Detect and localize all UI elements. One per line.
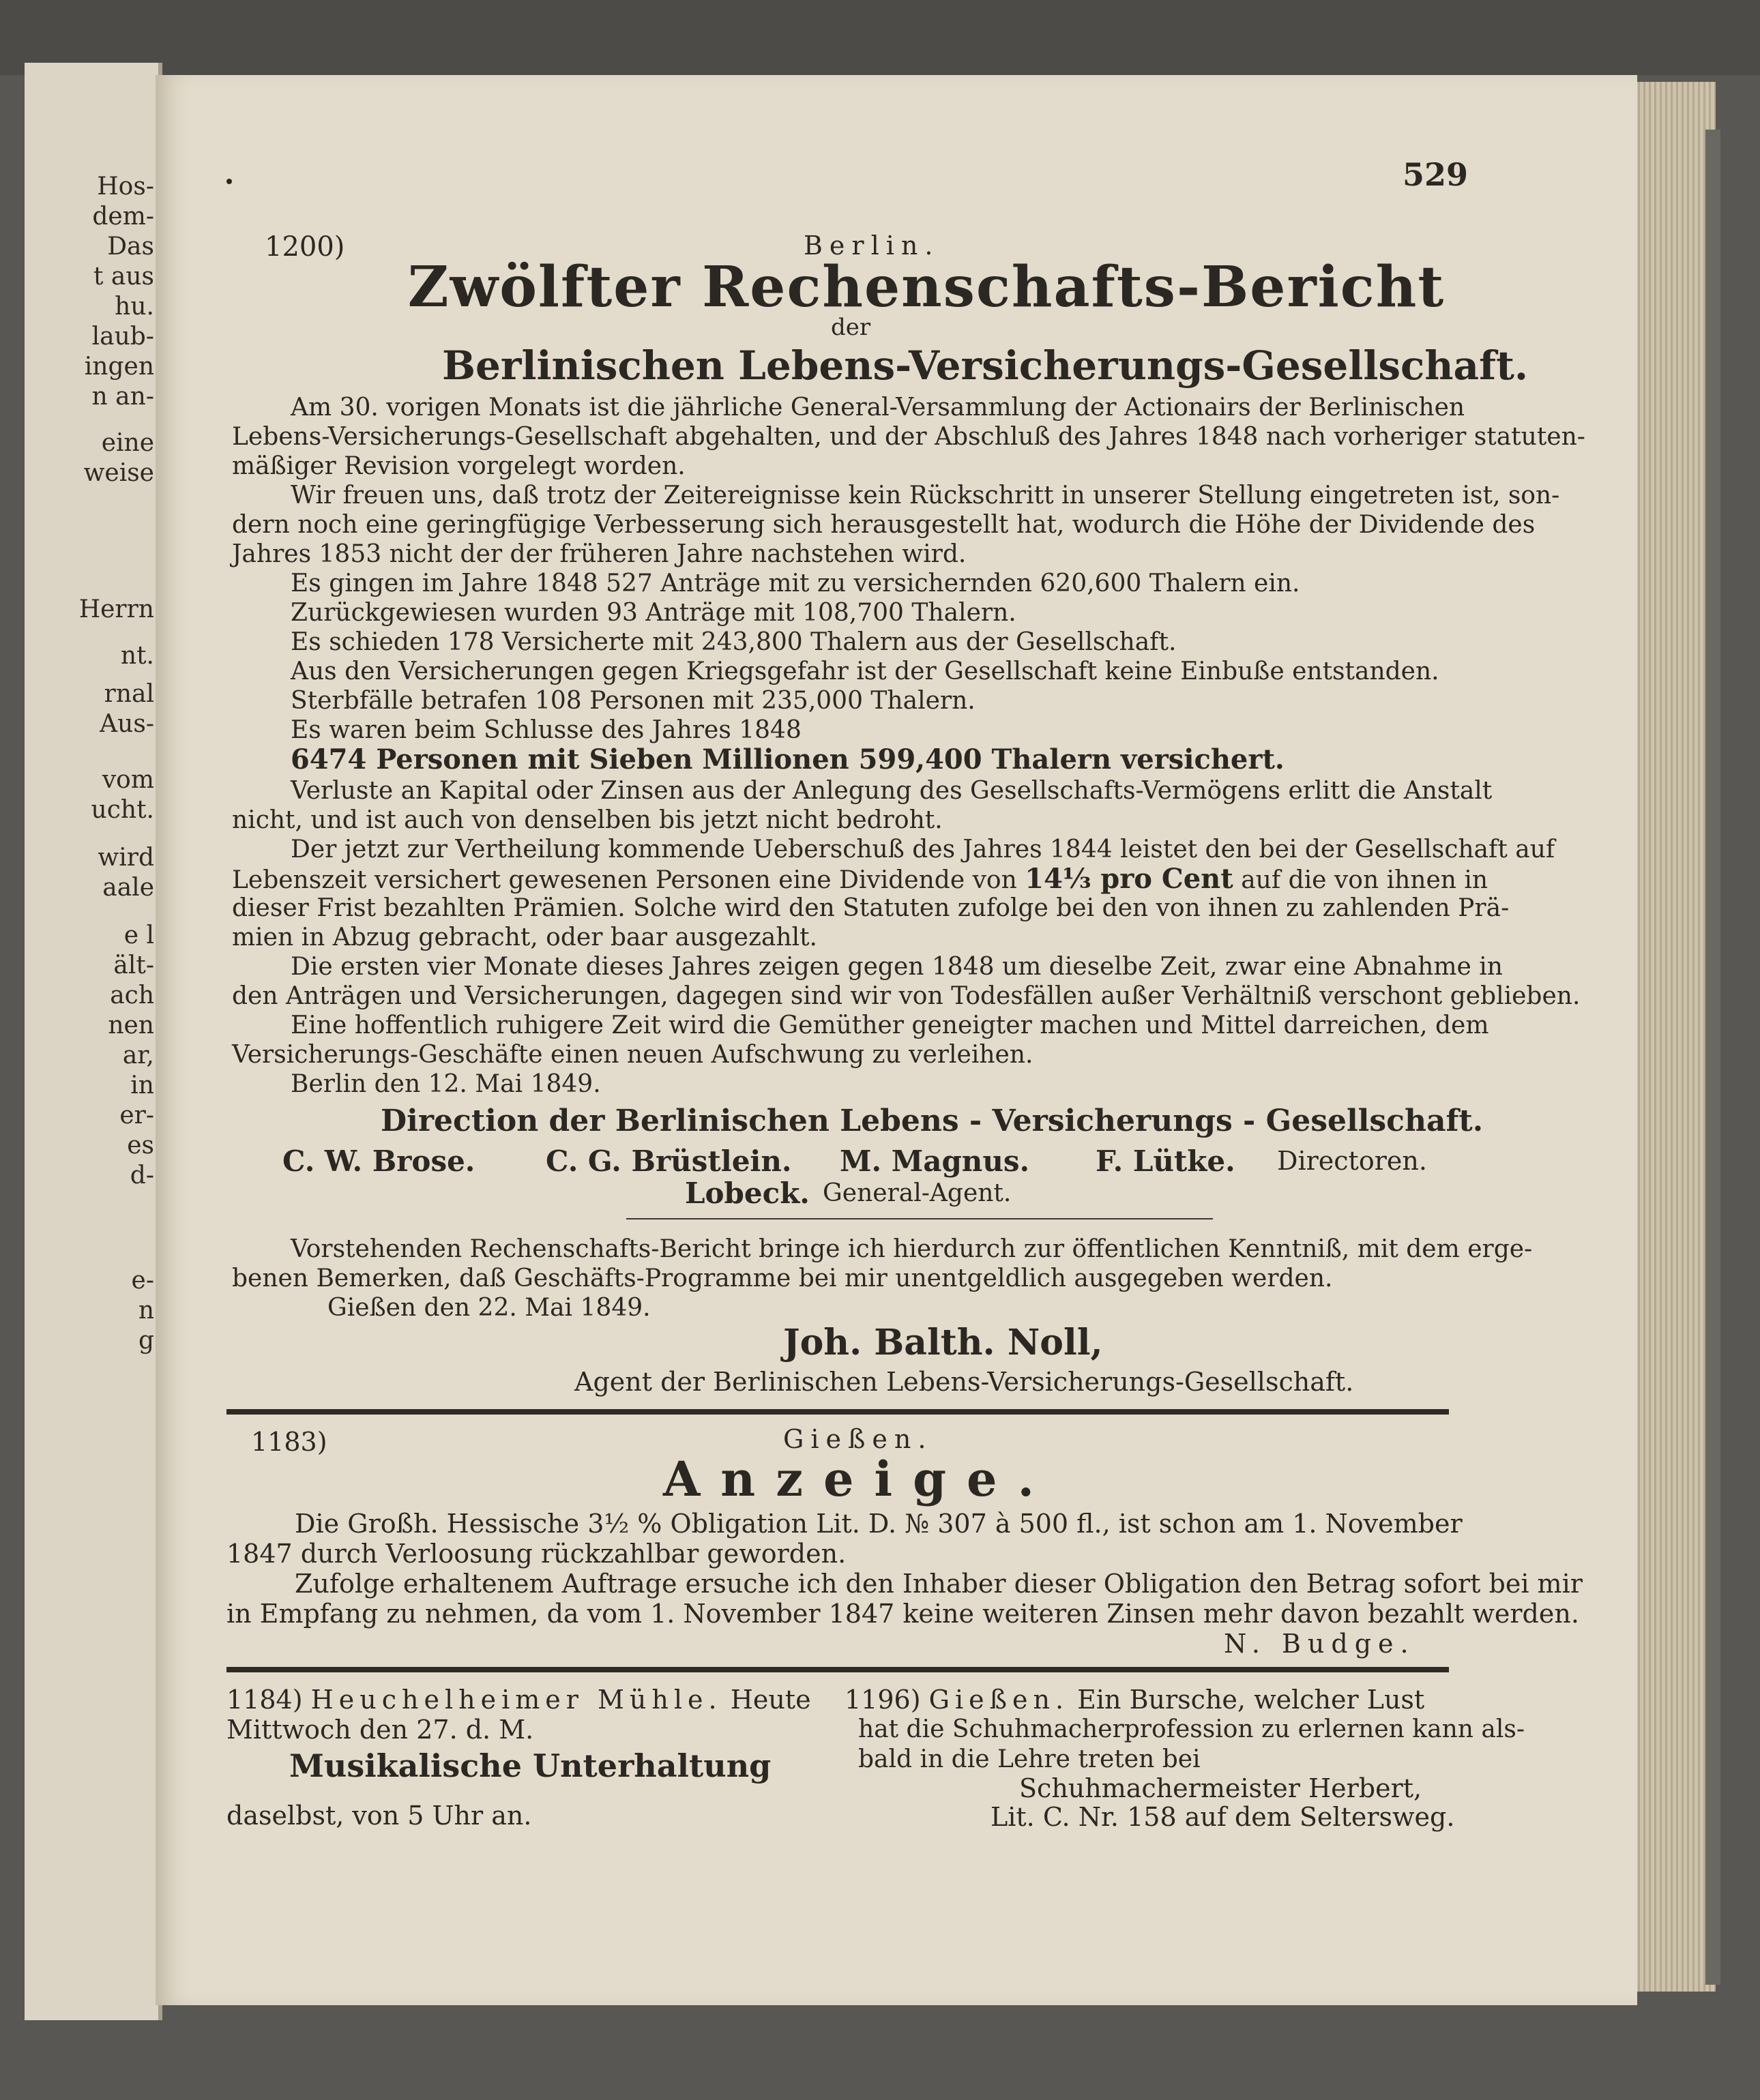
left-page-text: Das <box>107 233 154 261</box>
left-page-text: d- <box>130 1162 154 1189</box>
dividend-rate: 14⅓ pro Cent <box>1025 863 1233 895</box>
left-page-text: ucht. <box>91 796 154 824</box>
body-line: Wir freuen uns, daß trotz der Zeitereignisse kein Rückschritt in unserer Stellung eingetreten ist, son- <box>291 482 1560 509</box>
left-page-text: ar, <box>122 1041 154 1069</box>
scan-background <box>0 0 1760 75</box>
left-page-text: rnal <box>104 680 154 708</box>
margin-mark <box>226 179 232 184</box>
body-line: in Empfang zu nehmen, da vom 1. November 1847 keine weiteren Zinsen mehr davon bezahlt werden. <box>226 1599 1579 1629</box>
left-page-text: e l <box>123 921 154 949</box>
signer-name: Joh. Balth. Noll, <box>783 1322 1103 1363</box>
left-page-text: e- <box>131 1267 154 1295</box>
body-line: Zurückgewiesen wurden 93 Anträge mit 108,700 Thalern. <box>291 599 1016 627</box>
note-line: benen Bemerken, daß Geschäfts-Programme bei mir unentgeldlich ausgegeben werden. <box>232 1265 1333 1292</box>
left-page-text: nt. <box>120 642 154 670</box>
separator-rule <box>626 1218 1213 1219</box>
left-page-text: hu. <box>115 293 154 321</box>
body-line: Es schieden 178 Versicherte mit 243,800 Thalern aus der Gesellschaft. <box>291 628 1177 656</box>
signature: N. Budge. <box>1224 1629 1416 1659</box>
article-line <box>226 1685 811 1715</box>
article-number-1184: 1184) <box>226 1685 303 1715</box>
article-number-1200: 1200) <box>265 231 345 263</box>
left-page-text: es <box>127 1132 154 1159</box>
left-page-text: n an- <box>91 383 154 411</box>
body-line: 1847 durch Verloosung rückzahlbar geworden. <box>226 1539 847 1569</box>
dividend-text: Lebenszeit versichert gewesenen Personen eine Dividende von <box>232 866 1017 894</box>
body-line: Es gingen im Jahre 1848 527 Anträge mit zu versichernden 620,600 Thalern ein. <box>291 570 1300 597</box>
body-line: nicht, und ist auch von denselben bis jetzt nicht bedroht. <box>232 806 943 834</box>
left-page-text: g <box>138 1327 154 1355</box>
left-page-text: Hos- <box>97 173 154 201</box>
body-line: Mittwoch den 27. d. M. <box>226 1715 534 1745</box>
section-rule <box>226 1667 1449 1672</box>
body-line: dieser Frist bezahlten Prämien. Solche wird den Statuten zufolge bei den von ihnen zu zahlenden Prä- <box>232 894 1510 922</box>
left-page-text: aale <box>102 874 154 902</box>
left-page-fragment <box>25 63 162 2020</box>
left-page-text: t aus <box>93 263 154 291</box>
left-page-text: Aus- <box>100 710 154 738</box>
body-line: Versicherungs-Geschäfte einen neuen Aufschwung zu verleihen. <box>232 1041 1033 1069</box>
highlight-line: 6474 Personen mit Sieben Millionen 599,400 Thalern versichert. <box>291 743 1285 775</box>
body-line: daselbst, von 5 Uhr an. <box>226 1801 532 1831</box>
body-line: Sterbfälle betrafen 108 Personen mit 235,000 Thalern. <box>291 687 976 715</box>
body-line: dern noch eine geringfügige Verbesserung sich herausgestellt hat, wodurch die Höhe der Dividende des <box>232 511 1536 539</box>
agent-name: Lobeck. <box>685 1177 810 1210</box>
body-line: mien in Abzug gebracht, oder baar ausgezahlt. <box>232 923 817 951</box>
article-text: Ein Bursche, welcher Lust <box>1077 1685 1425 1715</box>
address: Lit. C. Nr. 158 auf dem Seltersweg. <box>991 1802 1455 1832</box>
agent-label: General-Agent. <box>823 1179 1012 1207</box>
page-number: 529 <box>1403 156 1469 193</box>
director-name: C. G. Brüstlein. <box>546 1144 792 1178</box>
dividend-text-end: auf die von ihnen in <box>1241 866 1488 894</box>
left-page-text: weise <box>83 459 154 487</box>
left-page-text: eine <box>101 429 154 457</box>
page <box>156 75 1637 2005</box>
left-page-text: nen <box>108 1011 154 1039</box>
left-page-text: er- <box>119 1101 154 1129</box>
body-line <box>232 864 1488 896</box>
left-page-text: laub- <box>91 323 154 351</box>
body-line: Zufolge erhaltenem Auftrage ersuche ich den Inhaber dieser Obligation den Betrag sofort bei mir <box>295 1569 1583 1599</box>
body-line: mäßiger Revision vorgelegt worden. <box>232 452 686 480</box>
page-edges <box>1624 82 1716 1992</box>
directors-label: Directoren. <box>1277 1146 1427 1176</box>
body-line: Jahres 1853 nicht der der früheren Jahre nachstehen wird. <box>232 540 967 568</box>
body-line: hat die Schuhmacherprofession zu erlernen kann als- <box>858 1715 1525 1743</box>
left-page-text: dem- <box>92 203 154 231</box>
page-edge-shadow <box>1705 130 1720 1985</box>
left-page-text: in <box>130 1071 154 1099</box>
body-line: Verluste an Kapital oder Zinsen aus der Anlegung des Gesellschafts-Vermögens erlitt die Anstalt <box>291 777 1493 805</box>
article-subtitle: Berlinischen Lebens-Versicherungs-Gesellschaft. <box>442 342 1529 389</box>
article-number-1183: 1183) <box>251 1427 327 1457</box>
director-name: C. W. Brose. <box>282 1144 475 1178</box>
left-page-text: Herrn <box>78 595 154 623</box>
left-page-text: ingen <box>84 353 154 381</box>
signer-role: Agent der Berlinischen Lebens-Versicherungs-Gesellschaft. <box>574 1367 1354 1397</box>
article-place: Heuchelheimer Mühle. <box>310 1685 722 1715</box>
left-page-text: n <box>138 1297 154 1325</box>
note-dateline: Gießen den 22. Mai 1849. <box>327 1294 651 1322</box>
director-name: M. Magnus. <box>840 1144 1030 1178</box>
left-page-text: vom <box>102 766 154 794</box>
body-line: Die ersten vier Monate dieses Jahres zeigen gegen 1848 um dieselbe Zeit, zwar eine Abnahme in <box>291 953 1503 981</box>
dateline: Berlin den 12. Mai 1849. <box>291 1070 601 1098</box>
body-line: Aus den Versicherungen gegen Kriegsgefahr ist der Gesellschaft keine Einbuße entstanden. <box>291 657 1439 685</box>
article-title: Zwölfter Rechenschafts-Bericht <box>407 254 1446 320</box>
article-text: Heute <box>730 1685 811 1715</box>
body-line: Es waren beim Schlusse des Jahres 1848 <box>291 716 802 744</box>
body-line: Der jetzt zur Vertheilung kommende Ueberschuß des Jahres 1844 leistet den bei der Gesellschaft auf <box>291 835 1555 863</box>
article-line <box>845 1685 1424 1715</box>
director-name: F. Lütke. <box>1096 1144 1235 1178</box>
article-number-1196: 1196) <box>845 1685 921 1715</box>
body-line: bald in die Lehre treten bei <box>858 1745 1201 1773</box>
article-city: Berlin. <box>804 231 940 261</box>
body-line: Eine hoffentlich ruhigere Zeit wird die Gemüther geneigter machen und Mittel darreichen, dem <box>291 1011 1489 1039</box>
left-page-text: wird <box>98 844 154 872</box>
article-place: Gießen. <box>928 1685 1070 1715</box>
article-city: Gießen. <box>783 1424 933 1454</box>
title-connector: der <box>831 314 871 341</box>
body-line: Lebens-Versicherungs-Gesellschaft abgehalten, und der Abschluß des Jahres 1848 nach vorheriger statuten- <box>232 423 1585 451</box>
announcement-title: Anzeige. <box>663 1451 1055 1507</box>
master-name: Schuhmachermeister Herbert, <box>1019 1773 1422 1803</box>
body-line: den Anträgen und Versicherungen, dagegen sind wir von Todesfällen außer Verhältniß verschont geblieben. <box>232 982 1581 1010</box>
direction-heading: Direction der Berlinischen Lebens - Versicherungs - Gesellschaft. <box>381 1104 1484 1138</box>
note-line: Vorstehenden Rechenschafts-Bericht bringe ich hierdurch zur öffentlichen Kenntniß, mit dem erge- <box>291 1235 1533 1263</box>
left-page-text: ält- <box>113 951 154 979</box>
body-line: Die Großh. Hessische 3½ % Obligation Lit. D. № 307 à 500 fl., ist schon am 1. November <box>295 1509 1463 1539</box>
event-title: Musikalische Unterhaltung <box>289 1747 772 1784</box>
body-line: Am 30. vorigen Monats ist die jährliche General-Versammlung der Actionairs der Berlinischen <box>291 394 1465 422</box>
section-rule <box>226 1409 1449 1415</box>
left-page-text: ach <box>110 981 154 1009</box>
